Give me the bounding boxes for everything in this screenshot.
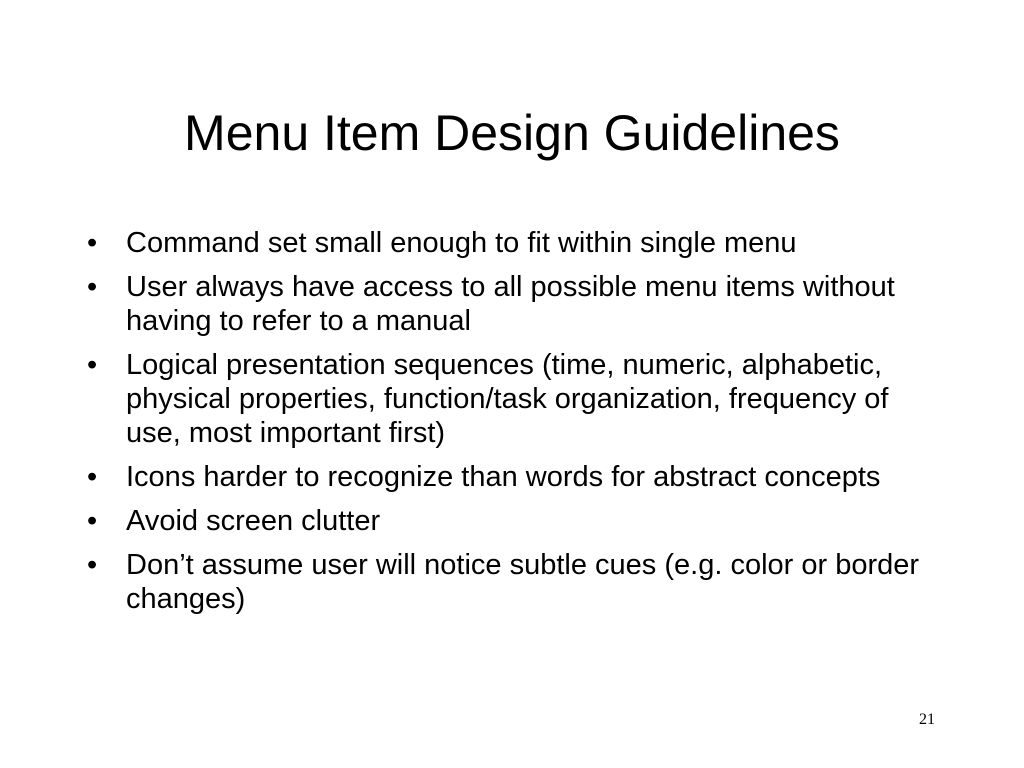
- list-item: [84, 226, 934, 260]
- bullet-icon: •: [87, 549, 98, 581]
- list-item: [84, 348, 934, 450]
- bullet-text: Don’t assume user will notice subtle cues (e.g. color or border changes): [126, 549, 920, 615]
- bullet-text: Command set small enough to fit within single menu: [126, 227, 797, 259]
- bullet-text: Avoid screen clutter: [126, 505, 381, 537]
- bullet-icon: •: [87, 505, 98, 537]
- bullet-list: [84, 226, 934, 616]
- bullet-icon: •: [87, 271, 98, 303]
- bullet-icon: •: [87, 461, 98, 493]
- slide-title: Menu Item Design Guidelines: [184, 105, 840, 161]
- bullet-text: Icons harder to recognize than words for abstract concepts: [126, 461, 881, 493]
- list-item: [84, 548, 934, 616]
- bullet-text: User always have access to all possible menu items without having to refer to a manual: [126, 271, 895, 337]
- bullet-icon: •: [87, 349, 98, 381]
- bullet-icon: •: [87, 227, 98, 259]
- list-item: [84, 504, 934, 538]
- list-item: [84, 270, 934, 338]
- page-number: 21: [919, 711, 935, 728]
- bullet-text: Logical presentation sequences (time, numeric, alphabetic, physical properties, function/task organization, frequency of use, most important first): [126, 349, 889, 449]
- list-item: [84, 460, 934, 494]
